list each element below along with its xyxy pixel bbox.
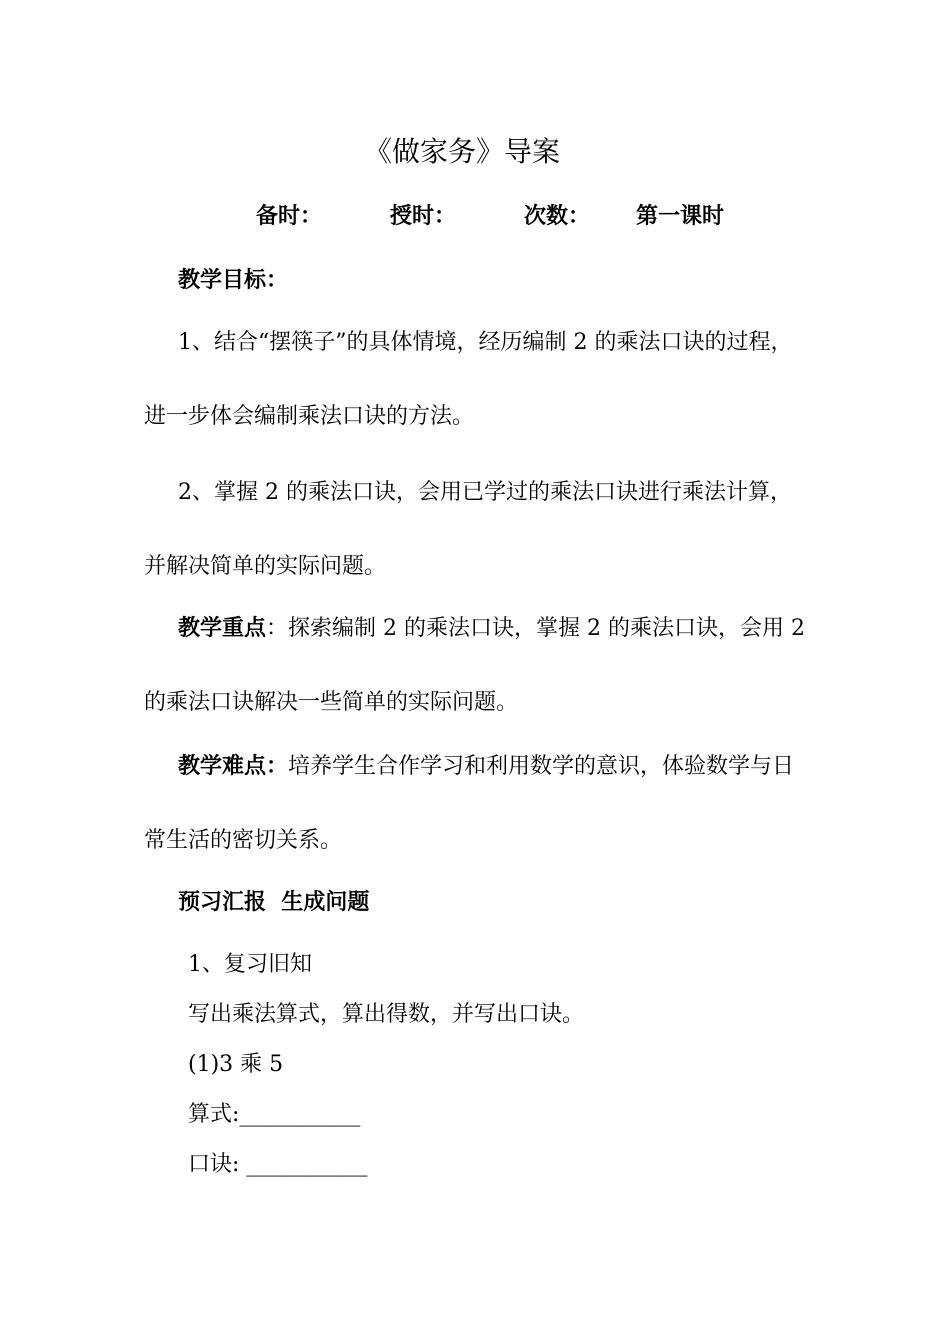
- difficulty-label: 教学难点：: [178, 754, 289, 779]
- meta-teach-time: 授时：: [390, 204, 457, 229]
- meta-lesson: 第一课时: [636, 204, 725, 229]
- review-title: 1、复习旧知: [188, 952, 312, 977]
- goal-2-line-1: 2、掌握 2 的乘法口诀，会用已学过的乘法口诀进行乘法计算，: [178, 480, 792, 505]
- key-point-line-1: [178, 614, 805, 644]
- formula-blank: 算式:___________: [188, 1102, 361, 1127]
- goal-2-line-2: 并解决简单的实际问题。: [144, 554, 387, 579]
- difficulty-line-2: 常生活的密切关系。: [144, 828, 343, 853]
- difficulty-text: 培养学生合作学习和利用数学的意识，体验数学与日: [288, 754, 795, 779]
- goal-1-line-2: 进一步体会编制乘法口诀的方法。: [144, 404, 475, 429]
- question-1: (1)3 乘 5: [188, 1052, 284, 1077]
- meta-prep-time: 备时：: [256, 204, 323, 229]
- goals-heading: 教学目标：: [178, 268, 289, 293]
- key-point-label: 教学重点: [178, 616, 267, 641]
- difficulty-line-1: [178, 752, 794, 782]
- rhyme-blank: 口诀: ___________: [188, 1152, 368, 1177]
- meta-count: 次数：: [524, 204, 591, 229]
- key-point-text: ：探索编制 2 的乘法口诀，掌握 2 的乘法口诀，会用 2: [266, 616, 805, 641]
- goal-1-line-1: 1、结合“摆筷子”的具体情境，经历编制 2 的乘法口诀的过程，: [178, 330, 793, 355]
- preview-heading: 预习汇报 生成问题: [178, 890, 370, 915]
- review-instruction: 写出乘法算式，算出得数，并写出口诀。: [188, 1002, 585, 1027]
- page-title: 《做家务》导案: [364, 135, 561, 168]
- key-point-line-2: 的乘法口诀解决一些简单的实际问题。: [144, 690, 519, 715]
